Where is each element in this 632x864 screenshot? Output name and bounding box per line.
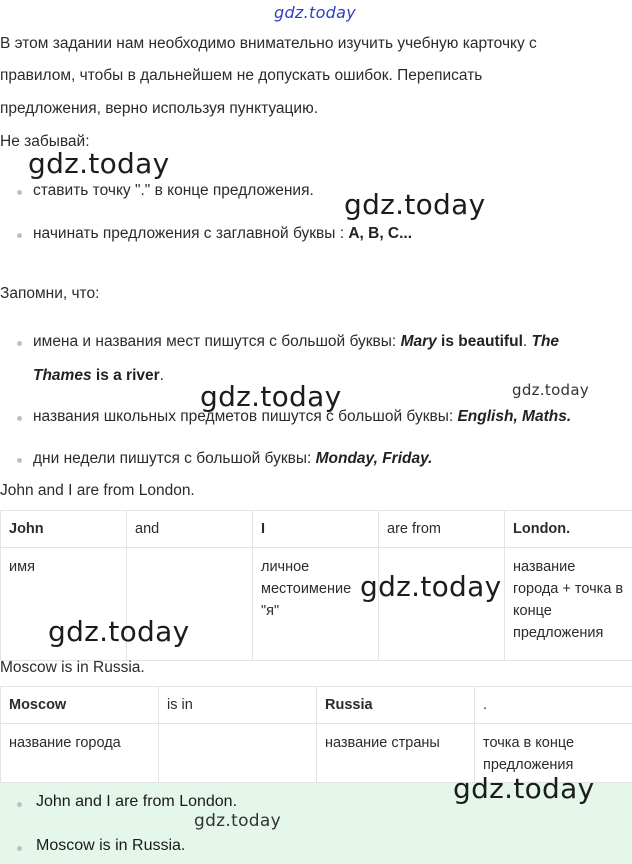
sentence-2: Moscow is in Russia. <box>0 659 145 676</box>
watermark: gdz.today <box>344 188 486 221</box>
table-header-row <box>1 687 632 724</box>
watermark: gdz.today <box>200 380 342 413</box>
remember-example-beautiful: is beautiful <box>436 333 523 350</box>
table-cell: название страны <box>317 724 475 783</box>
remember-item-1-text: имена и названия мест пишутся с большой буквы: <box>33 333 401 350</box>
table-cell <box>379 548 505 661</box>
watermark: gdz.today <box>453 772 595 805</box>
remember-item-3 <box>33 450 432 468</box>
intro-line-3: предложения, верно используя пунктуацию. <box>0 100 319 117</box>
watermark: gdz.today <box>512 381 590 399</box>
table-cell: название города + точка в конце предложения <box>505 548 632 661</box>
table-cell: . <box>475 687 632 724</box>
remember-item-2-bold: English, Maths. <box>457 408 572 425</box>
remember-item-2-text: названия школьных предметов пишутся с большой буквы: <box>33 408 458 425</box>
table-cell: are from <box>379 511 505 548</box>
reminder-item-2-bold: A, B, C... <box>348 225 413 242</box>
table-cell: John <box>1 511 127 548</box>
table-header-row <box>1 511 632 548</box>
remember-example-river: is a river <box>91 367 160 384</box>
watermark-top: gdz.today <box>274 3 356 22</box>
table-cell: London. <box>505 511 632 548</box>
table-cell: название города <box>1 724 159 783</box>
bullet-icon <box>17 846 22 851</box>
watermark: gdz.today <box>48 615 190 648</box>
remember-example-the: The <box>531 333 560 350</box>
bullet-icon <box>17 458 22 463</box>
table-cell: I <box>253 511 379 548</box>
answer-item-2: Moscow is in Russia. <box>36 837 186 854</box>
reminder-item-2-text: начинать предложения с заглавной буквы : <box>33 225 349 242</box>
remember-item-2 <box>33 408 571 426</box>
table-cell: точка в конце предложения <box>475 724 632 783</box>
bullet-icon <box>17 190 22 195</box>
table-cell: имя <box>1 548 127 661</box>
sentence-1: John and I are from London. <box>0 482 195 499</box>
remember-example-mary: Mary <box>400 333 437 350</box>
intro-line-2: правилом, чтобы в дальнейшем не допускать ошибок. Переписать <box>0 67 483 84</box>
answer-item-1: John and I are from London. <box>36 793 238 810</box>
intro-line-1: В этом задании нам необходимо внимательно изучить учебную карточку с <box>0 35 537 52</box>
reminder-item-2 <box>33 225 412 243</box>
watermark: gdz.today <box>360 570 502 603</box>
remember-example-dot: . <box>522 333 532 350</box>
watermark: gdz.today <box>28 147 170 180</box>
reminder-item-1: ставить точку "." в конце предложения. <box>33 182 314 199</box>
remember-example-thames: Thames <box>33 367 92 384</box>
bullet-icon <box>17 416 22 421</box>
remember-example-dot-2: . <box>159 367 164 384</box>
watermark: gdz.today <box>194 811 281 831</box>
bullet-icon <box>17 233 22 238</box>
table-cell: Moscow <box>1 687 159 724</box>
bullet-icon <box>17 341 22 346</box>
table-cell: is in <box>159 687 317 724</box>
remember-title: Запомни, что: <box>0 285 100 302</box>
table-sentence-2 <box>0 686 632 783</box>
remember-item-3-text: дни недели пишутся с большой буквы: <box>33 450 316 467</box>
remember-item-3-bold: Monday, Friday. <box>315 450 433 467</box>
table-cell: and <box>127 511 253 548</box>
remember-item-1-line-2 <box>33 367 164 385</box>
table-cell: личное местоимение "я" <box>253 548 379 661</box>
table-cell <box>159 724 317 783</box>
remember-item-1 <box>33 333 559 351</box>
table-cell: Russia <box>317 687 475 724</box>
reminder-title: Не забывай: <box>0 133 90 150</box>
bullet-icon <box>17 802 22 807</box>
